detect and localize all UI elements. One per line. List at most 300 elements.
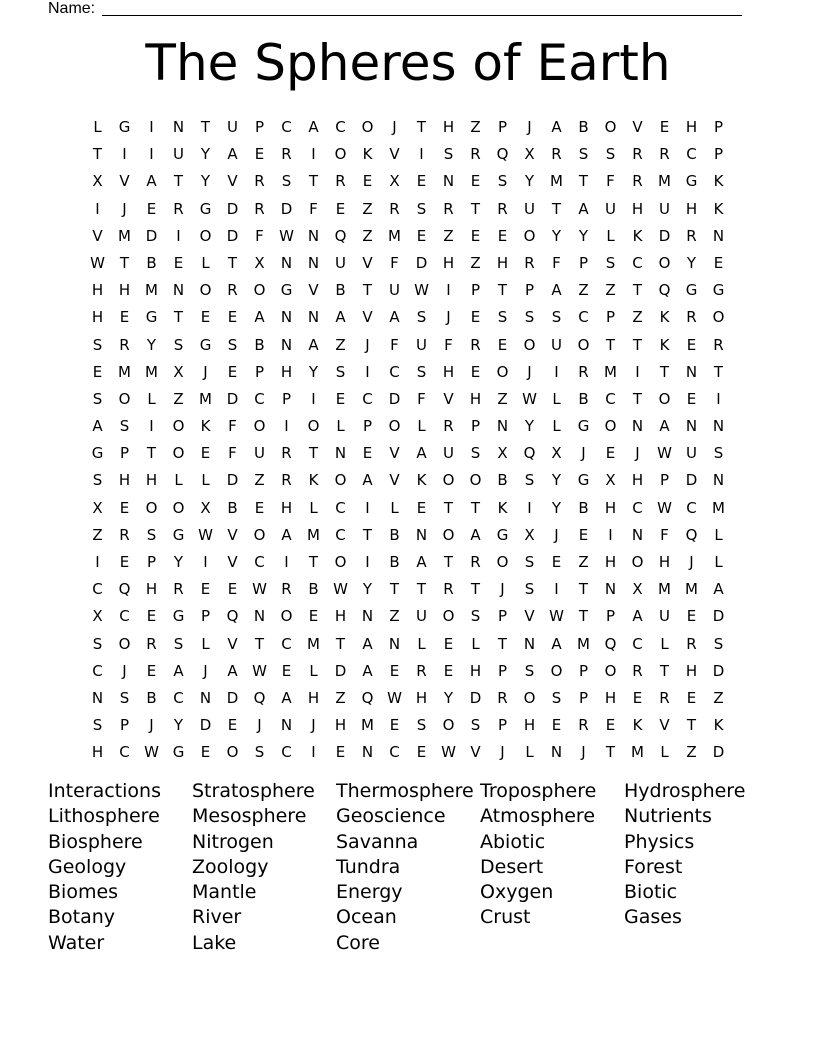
grid-letter: K	[632, 226, 643, 245]
grid-letter: N	[307, 226, 320, 245]
grid-letter: E	[200, 444, 211, 463]
grid-letter: N	[712, 226, 725, 245]
grid-letter: E	[416, 172, 427, 191]
grid-letter: T	[578, 607, 589, 626]
grid-letter: R	[686, 308, 697, 327]
word-list-item: Gases	[624, 906, 682, 929]
grid-row	[84, 712, 732, 739]
grid-letter: O	[334, 471, 347, 490]
grid-letter: H	[442, 253, 455, 272]
grid-letter: N	[334, 444, 347, 463]
grid-letter: T	[173, 172, 184, 191]
grid-letter: A	[308, 118, 319, 136]
grid-letter: B	[308, 580, 319, 599]
grid-letter: L	[390, 498, 399, 517]
grid-letter: R	[578, 716, 589, 735]
grid-letter: I	[149, 417, 154, 436]
grid-letter: P	[713, 118, 724, 136]
grid-letter: D	[226, 471, 239, 490]
grid-letter: Y	[524, 417, 535, 436]
grid-letter: K	[659, 308, 670, 327]
grid-letter: V	[632, 118, 643, 136]
word-list-item: Crust	[480, 906, 531, 929]
grid-letter: T	[605, 743, 616, 762]
grid-letter: Y	[443, 688, 454, 707]
grid-letter: B	[389, 525, 400, 544]
grid-letter: S	[254, 743, 265, 762]
grid-letter: W	[333, 580, 348, 599]
grid-letter: F	[228, 417, 237, 436]
grid-letter: Q	[334, 226, 347, 245]
grid-row	[84, 141, 732, 168]
grid-letter: B	[146, 253, 157, 272]
grid-letter: R	[632, 661, 643, 680]
grid-letter: C	[632, 634, 643, 653]
grid-letter: T	[686, 716, 697, 735]
grid-letter: V	[362, 308, 373, 327]
grid-letter: S	[524, 661, 535, 680]
grid-letter: A	[713, 580, 724, 599]
grid-letter: I	[95, 553, 100, 571]
grid-letter: S	[524, 308, 535, 327]
grid-letter: O	[604, 118, 617, 136]
grid-letter: I	[635, 362, 640, 381]
grid-letter: O	[388, 417, 401, 436]
grid-letter: H	[280, 362, 293, 381]
grid-letter: B	[146, 688, 157, 707]
grid-letter: M	[631, 743, 644, 762]
grid-letter: V	[389, 444, 400, 463]
word-list-item: Nutrients	[624, 805, 712, 828]
grid-letter: K	[632, 716, 643, 735]
grid-letter: U	[173, 145, 184, 164]
grid-letter: U	[416, 607, 427, 626]
grid-letter: E	[119, 553, 130, 571]
word-list-item: Geoscience	[336, 805, 446, 828]
grid-letter: O	[658, 389, 671, 408]
grid-letter: M	[604, 362, 617, 381]
grid-letter: X	[92, 498, 103, 517]
grid-letter: R	[524, 253, 535, 272]
grid-letter: C	[389, 362, 400, 381]
grid-letter: V	[227, 525, 238, 544]
grid-letter: A	[281, 525, 292, 544]
grid-letter: G	[172, 743, 185, 762]
grid-letter: R	[281, 145, 292, 164]
grid-letter: L	[201, 634, 210, 653]
grid-letter: T	[551, 199, 562, 218]
grid-letter: R	[389, 199, 400, 218]
grid-letter: U	[551, 335, 562, 354]
grid-letter: M	[685, 580, 698, 599]
grid-letter: T	[254, 634, 265, 653]
grid-letter: O	[199, 281, 212, 300]
grid-letter: T	[443, 553, 454, 571]
grid-letter: V	[308, 281, 319, 300]
grid-letter: S	[713, 444, 724, 463]
grid-letter: Y	[578, 226, 589, 245]
grid-letter: C	[686, 145, 697, 164]
grid-letter: A	[227, 145, 238, 164]
grid-letter: U	[254, 444, 265, 463]
grid-letter: S	[470, 716, 481, 735]
grid-letter: U	[443, 444, 454, 463]
word-list-item: Botany	[48, 906, 116, 929]
grid-letter: M	[118, 226, 131, 245]
grid-letter: L	[660, 743, 669, 762]
grid-letter: S	[173, 335, 184, 354]
grid-letter: X	[605, 471, 616, 490]
grid-row	[84, 359, 732, 386]
grid-letter: E	[200, 308, 211, 327]
grid-letter: Q	[361, 688, 374, 707]
grid-letter: Y	[200, 172, 211, 191]
grid-letter: C	[362, 389, 373, 408]
grid-letter: D	[712, 743, 725, 762]
grid-letter: K	[713, 172, 724, 191]
grid-letter: D	[226, 226, 239, 245]
grid-letter: W	[144, 743, 159, 762]
grid-letter: D	[469, 688, 482, 707]
grid-letter: R	[713, 335, 724, 354]
grid-letter: N	[523, 634, 536, 653]
grid-letter: Z	[254, 471, 265, 490]
grid-letter: A	[416, 444, 427, 463]
grid-letter: N	[280, 335, 293, 354]
grid-letter: R	[632, 145, 643, 164]
grid-letter: G	[685, 281, 698, 300]
grid-letter: G	[685, 172, 698, 191]
grid-letter: S	[92, 634, 103, 653]
grid-letter: Y	[524, 172, 535, 191]
grid-letter: N	[604, 580, 617, 599]
grid-letter: X	[524, 525, 535, 544]
grid-letter: T	[497, 281, 508, 300]
grid-letter: E	[605, 716, 616, 735]
grid-row	[84, 576, 732, 603]
grid-letter: M	[307, 634, 320, 653]
grid-row	[84, 332, 732, 359]
grid-letter: P	[281, 389, 292, 408]
grid-row	[84, 223, 732, 250]
grid-letter: A	[659, 417, 670, 436]
grid-letter: N	[388, 634, 401, 653]
grid-letter: R	[254, 172, 265, 191]
grid-letter: H	[91, 281, 104, 300]
grid-letter: O	[172, 498, 185, 517]
grid-letter: V	[227, 172, 238, 191]
grid-letter: X	[200, 498, 211, 517]
grid-letter: N	[172, 281, 185, 300]
grid-letter: P	[254, 118, 265, 136]
grid-letter: H	[604, 553, 617, 571]
grid-letter: N	[685, 362, 698, 381]
word-list-item: Ocean	[336, 906, 397, 929]
grid-letter: H	[604, 688, 617, 707]
grid-letter: C	[578, 308, 589, 327]
grid-letter: F	[552, 253, 561, 272]
grid-letter: E	[551, 553, 562, 571]
grid-letter: V	[92, 226, 103, 245]
grid-letter: I	[311, 389, 316, 408]
grid-row	[84, 196, 732, 223]
grid-letter: W	[549, 607, 564, 626]
grid-letter: S	[119, 417, 130, 436]
grid-letter: U	[659, 199, 670, 218]
grid-letter: G	[91, 444, 104, 463]
grid-letter: P	[497, 607, 508, 626]
grid-letter: E	[362, 172, 373, 191]
grid-letter: B	[578, 118, 589, 136]
grid-letter: T	[92, 145, 103, 164]
grid-letter: S	[146, 525, 157, 544]
grid-letter: A	[362, 471, 373, 490]
word-list-item: Savanna	[336, 830, 419, 853]
grid-letter: Y	[173, 553, 184, 571]
grid-letter: Y	[686, 253, 697, 272]
word-list-item: Desert	[480, 855, 544, 878]
grid-letter: S	[470, 444, 481, 463]
grid-letter: A	[578, 199, 589, 218]
grid-letter: J	[122, 661, 127, 680]
word-list-item: Thermosphere	[336, 780, 474, 802]
grid-letter: O	[523, 226, 536, 245]
grid-letter: E	[119, 308, 130, 327]
grid-letter: H	[442, 362, 455, 381]
grid-letter: S	[551, 308, 562, 327]
grid-letter: H	[658, 553, 671, 571]
grid-letter: E	[362, 444, 373, 463]
grid-letter: K	[200, 417, 211, 436]
grid-letter: Y	[362, 580, 373, 599]
grid-row	[84, 277, 732, 304]
grid-letter: E	[227, 362, 238, 381]
grid-letter: M	[199, 389, 212, 408]
grid-letter: N	[280, 716, 293, 735]
grid-letter: P	[146, 553, 157, 571]
grid-letter: J	[500, 580, 505, 599]
grid-letter: O	[118, 634, 131, 653]
grid-letter: M	[307, 525, 320, 544]
grid-row	[84, 658, 732, 685]
grid-letter: E	[254, 498, 265, 517]
grid-letter: P	[470, 281, 481, 300]
grid-letter: W	[522, 389, 537, 408]
grid-letter: S	[92, 335, 103, 354]
grid-letter: F	[228, 444, 237, 463]
grid-letter: E	[578, 525, 589, 544]
grid-letter: X	[497, 444, 508, 463]
grid-letter: K	[713, 199, 724, 218]
grid-letter: O	[496, 362, 509, 381]
grid-letter: C	[92, 580, 103, 599]
word-list-item: Troposphere	[480, 780, 597, 802]
word-list	[48, 779, 768, 956]
grid-letter: R	[659, 688, 670, 707]
grid-letter: C	[254, 553, 265, 571]
grid-letter: T	[470, 498, 481, 517]
grid-letter: M	[118, 362, 131, 381]
grid-letter: Y	[551, 498, 562, 517]
grid-letter: S	[605, 253, 616, 272]
grid-letter: T	[470, 199, 481, 218]
grid-letter: U	[659, 607, 670, 626]
grid-letter: P	[713, 145, 724, 164]
grid-letter: F	[444, 335, 453, 354]
grid-letter: Z	[362, 199, 373, 218]
grid-letter: E	[119, 498, 130, 517]
grid-letter: J	[635, 444, 640, 463]
grid-letter: T	[632, 335, 643, 354]
grid-letter: G	[145, 308, 158, 327]
word-list-item: Hydrosphere	[624, 780, 746, 802]
grid-letter: Q	[685, 525, 698, 544]
grid-letter: Z	[578, 553, 589, 571]
grid-letter: Y	[173, 716, 184, 735]
grid-letter: C	[281, 743, 292, 762]
grid-letter: J	[122, 199, 127, 218]
grid-letter: F	[390, 253, 399, 272]
grid-letter: A	[389, 308, 400, 327]
grid-letter: T	[146, 444, 157, 463]
grid-letter: S	[524, 553, 535, 571]
grid-letter: E	[470, 172, 481, 191]
grid-letter: O	[253, 281, 266, 300]
grid-letter: D	[658, 226, 671, 245]
grid-letter: S	[416, 199, 427, 218]
grid-letter: M	[577, 634, 590, 653]
grid-letter: E	[605, 444, 616, 463]
grid-letter: J	[554, 525, 559, 544]
grid-letter: S	[92, 389, 103, 408]
grid-letter: A	[173, 661, 184, 680]
grid-letter: H	[469, 389, 482, 408]
grid-letter: N	[361, 743, 374, 762]
grid-letter: P	[470, 417, 481, 436]
word-list-item: Mesosphere	[192, 805, 307, 828]
grid-letter: P	[605, 607, 616, 626]
grid-letter: Y	[551, 226, 562, 245]
grid-letter: O	[550, 661, 563, 680]
grid-letter: R	[686, 634, 697, 653]
grid-letter: O	[604, 417, 617, 436]
grid-letter: E	[686, 688, 697, 707]
grid-letter: D	[712, 661, 725, 680]
grid-letter: I	[446, 281, 451, 300]
grid-letter: E	[416, 743, 427, 762]
grid-letter: R	[497, 199, 508, 218]
grid-letter: E	[200, 580, 211, 599]
grid-letter: Z	[173, 389, 184, 408]
grid-letter: O	[199, 226, 212, 245]
grid-letter: L	[336, 417, 345, 436]
grid-letter: O	[712, 308, 725, 327]
grid-letter: W	[198, 525, 213, 544]
grid-letter: I	[527, 498, 532, 517]
grid-letter: R	[146, 634, 157, 653]
grid-letter: H	[496, 253, 509, 272]
grid-letter: C	[92, 661, 103, 680]
grid-row	[84, 467, 732, 494]
grid-letter: A	[227, 661, 238, 680]
grid-letter: E	[146, 661, 157, 680]
grid-letter: H	[631, 471, 644, 490]
grid-letter: L	[93, 118, 102, 136]
grid-letter: T	[470, 580, 481, 599]
grid-letter: W	[252, 661, 267, 680]
grid-letter: Z	[470, 253, 481, 272]
grid-letter: H	[334, 607, 347, 626]
word-list-item: Core	[336, 931, 380, 954]
grid-letter: J	[689, 553, 694, 571]
grid-letter: I	[149, 118, 154, 136]
grid-letter: B	[389, 553, 400, 571]
grid-letter: T	[308, 553, 319, 571]
grid-letter: G	[280, 281, 293, 300]
grid-letter: Q	[496, 145, 509, 164]
grid-letter: P	[524, 281, 535, 300]
grid-letter: O	[307, 417, 320, 436]
grid-letter: N	[712, 471, 725, 490]
grid-letter: R	[659, 145, 670, 164]
grid-letter: E	[146, 607, 157, 626]
grid-letter: B	[578, 389, 589, 408]
grid-letter: R	[470, 553, 481, 571]
grid-letter: W	[657, 498, 672, 517]
grid-letter: V	[389, 471, 400, 490]
grid-letter: H	[145, 471, 158, 490]
grid-letter: A	[308, 335, 319, 354]
grid-letter: M	[658, 580, 671, 599]
grid-letter: P	[254, 362, 265, 381]
grid-letter: N	[307, 253, 320, 272]
page-title: The Spheres of Earth	[145, 34, 671, 92]
grid-letter: S	[281, 172, 292, 191]
word-list-item: Atmosphere	[480, 805, 596, 828]
grid-letter: X	[551, 444, 562, 463]
grid-letter: T	[389, 580, 400, 599]
grid-letter: Y	[551, 471, 562, 490]
grid-letter: M	[388, 226, 401, 245]
grid-letter: L	[471, 634, 480, 653]
grid-letter: L	[309, 498, 318, 517]
grid-letter: E	[497, 226, 508, 245]
grid-letter: R	[281, 471, 292, 490]
grid-letter: N	[199, 688, 212, 707]
grid-letter: L	[417, 634, 426, 653]
grid-letter: T	[713, 362, 724, 381]
grid-letter: R	[443, 199, 454, 218]
grid-row	[84, 685, 732, 712]
grid-letter: A	[470, 525, 481, 544]
word-list-item: Mantle	[192, 881, 257, 904]
grid-row	[84, 522, 732, 549]
grid-letter: O	[631, 553, 644, 571]
grid-letter: T	[659, 661, 670, 680]
grid-letter: J	[527, 118, 532, 136]
grid-letter: C	[335, 498, 346, 517]
grid-letter: U	[227, 118, 238, 136]
grid-letter: C	[686, 498, 697, 517]
grid-letter: E	[416, 226, 427, 245]
grid-letter: N	[91, 688, 104, 707]
grid-letter: C	[254, 389, 265, 408]
grid-letter: C	[389, 743, 400, 762]
grid-letter: D	[226, 389, 239, 408]
name-field	[48, 0, 95, 18]
grid-letter: E	[389, 661, 400, 680]
grid-letter: G	[199, 335, 212, 354]
